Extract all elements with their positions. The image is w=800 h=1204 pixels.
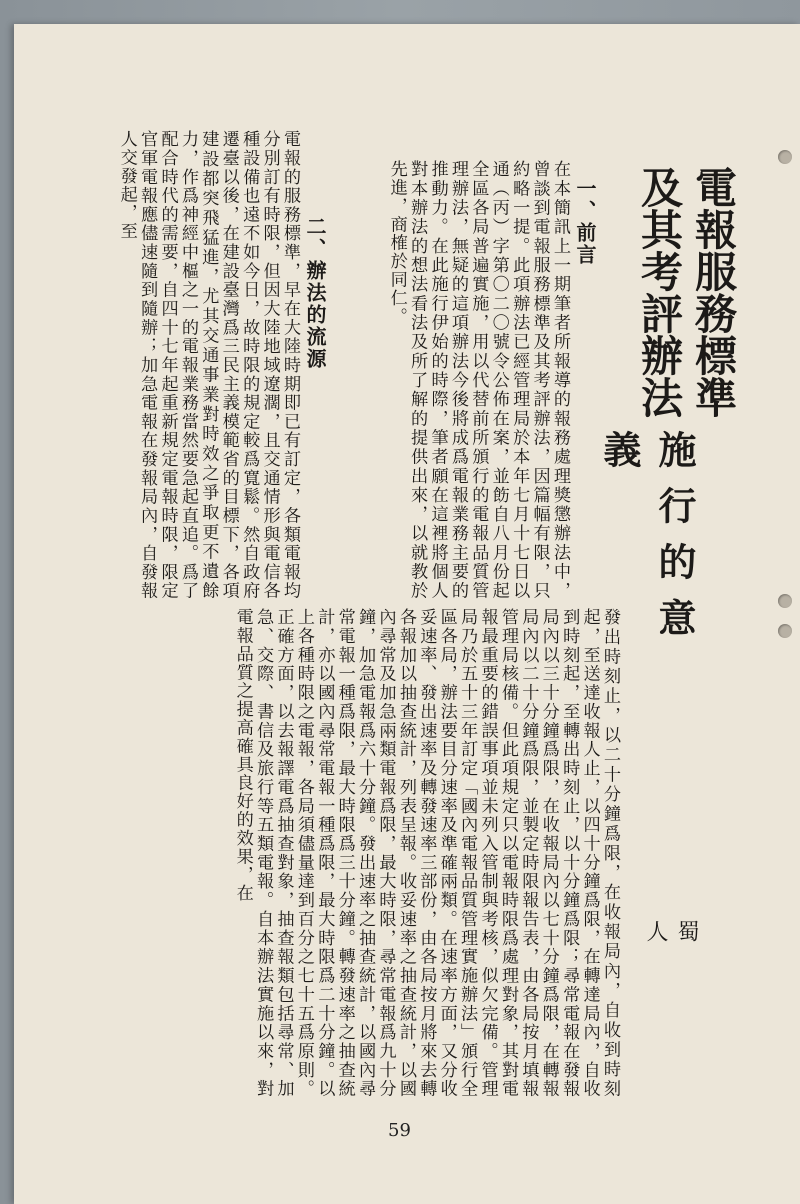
page-number: 59 bbox=[388, 1120, 411, 1141]
binding-hole bbox=[778, 594, 792, 608]
article-subtitle: 施行的意義 bbox=[597, 430, 696, 654]
section-heading: 一、前言 bbox=[573, 178, 597, 266]
article-author: 蜀人 bbox=[643, 920, 699, 984]
binding-hole bbox=[778, 150, 792, 164]
section-paragraph-lower: 發出時刻止，以二十分鐘爲限，在收報局內，自收到時刻起，至送達收報人止，以四十分鐘爲限，在轉達局內，自收到時刻起，至轉出時刻止，以十分鐘爲限；尋常電報在發報局內以三十分鐘爲限，在收報局內以七十分鐘爲限，在轉報局內以二十分鐘爲限，並製定時限報告表，由各局按月填報管理局核備。但此項規定只以電報時限爲處理對象，其對電報最重要的錯誤事項並未列入管制與考核，似欠完備。管理局乃於五十三年訂定「國內電報品質管理實施辦法」頒行全區各局，辦法要目分速率及準確兩類。在速率方面，又分收妥速率、發出速率及轉發速率三部份，由各局按月將來去轉各報加以抽查統計，列表呈報。收妥速率之抽查統計，以國內尋常及加急兩類電報爲限，最大時限，尋常電報爲九十分鐘，加急電報爲六十分鐘。發出速率之抽查統計，以國內尋常電報一種爲限，最大時限爲三十分鐘。轉發速率之抽查統計，亦以國內尋常電報一種爲限，最大時限爲二十分鐘。以上各種時限之電報，各局須儘量達到百分之七十五爲原則。正確方面，以去報譯電爲抽查對象，抽查報類包括尋常、加急、交際、書信及旅行等五類電報。自本辦法實施以來，對電報品質之提高確具良好的效果，在 bbox=[232, 608, 620, 1098]
binding-hole bbox=[778, 624, 792, 638]
article-title: 電報服務標準及其考評辦法 bbox=[635, 166, 738, 418]
section-heading: 二、辦法的流源 bbox=[303, 216, 327, 370]
section-paragraph: 在本簡訊上一期筆者所報導的報務處理獎懲辦法中，曾談到電報服務標準及其考評辦法，因篇幅有限，只約略一提。此項辦法已經管理局於本年七月十七日以通（丙）字第〇二〇號令公佈在案，並飭自八月份起全區各局普遍實施，用以代替前所頒行的電報品質管理辦法，無疑的這項辦法今後將成爲電報業務主要的推動力。在此施行伊始的時際，筆者願在這裡將個人對本辦法的想法看法及所了解的提供出來，以就教於先進，商榷於同仁。 bbox=[386, 160, 570, 600]
section-paragraph-upper: 電報的服務標準，早在大陸時期即已有訂定，各類電報均分別訂有時限，但因大陸地域遼濶，且交通情形與電信各種設備也遠不如今日，故時限的規定較爲寬鬆。然自政府遷臺以後，在建設臺灣爲三民主義模範省的目標下，各項建設都突飛猛進，尤其交通事業對時效之爭取更不遺餘力，作爲神經中樞之一的電報業務當然要急起直追。爲了配合時代的需要，自四十七年起重新規定電報時限，限定官軍電報應儘速隨到隨辦；加急電報在發報局內，自發報人交發起，至 bbox=[116, 130, 300, 600]
